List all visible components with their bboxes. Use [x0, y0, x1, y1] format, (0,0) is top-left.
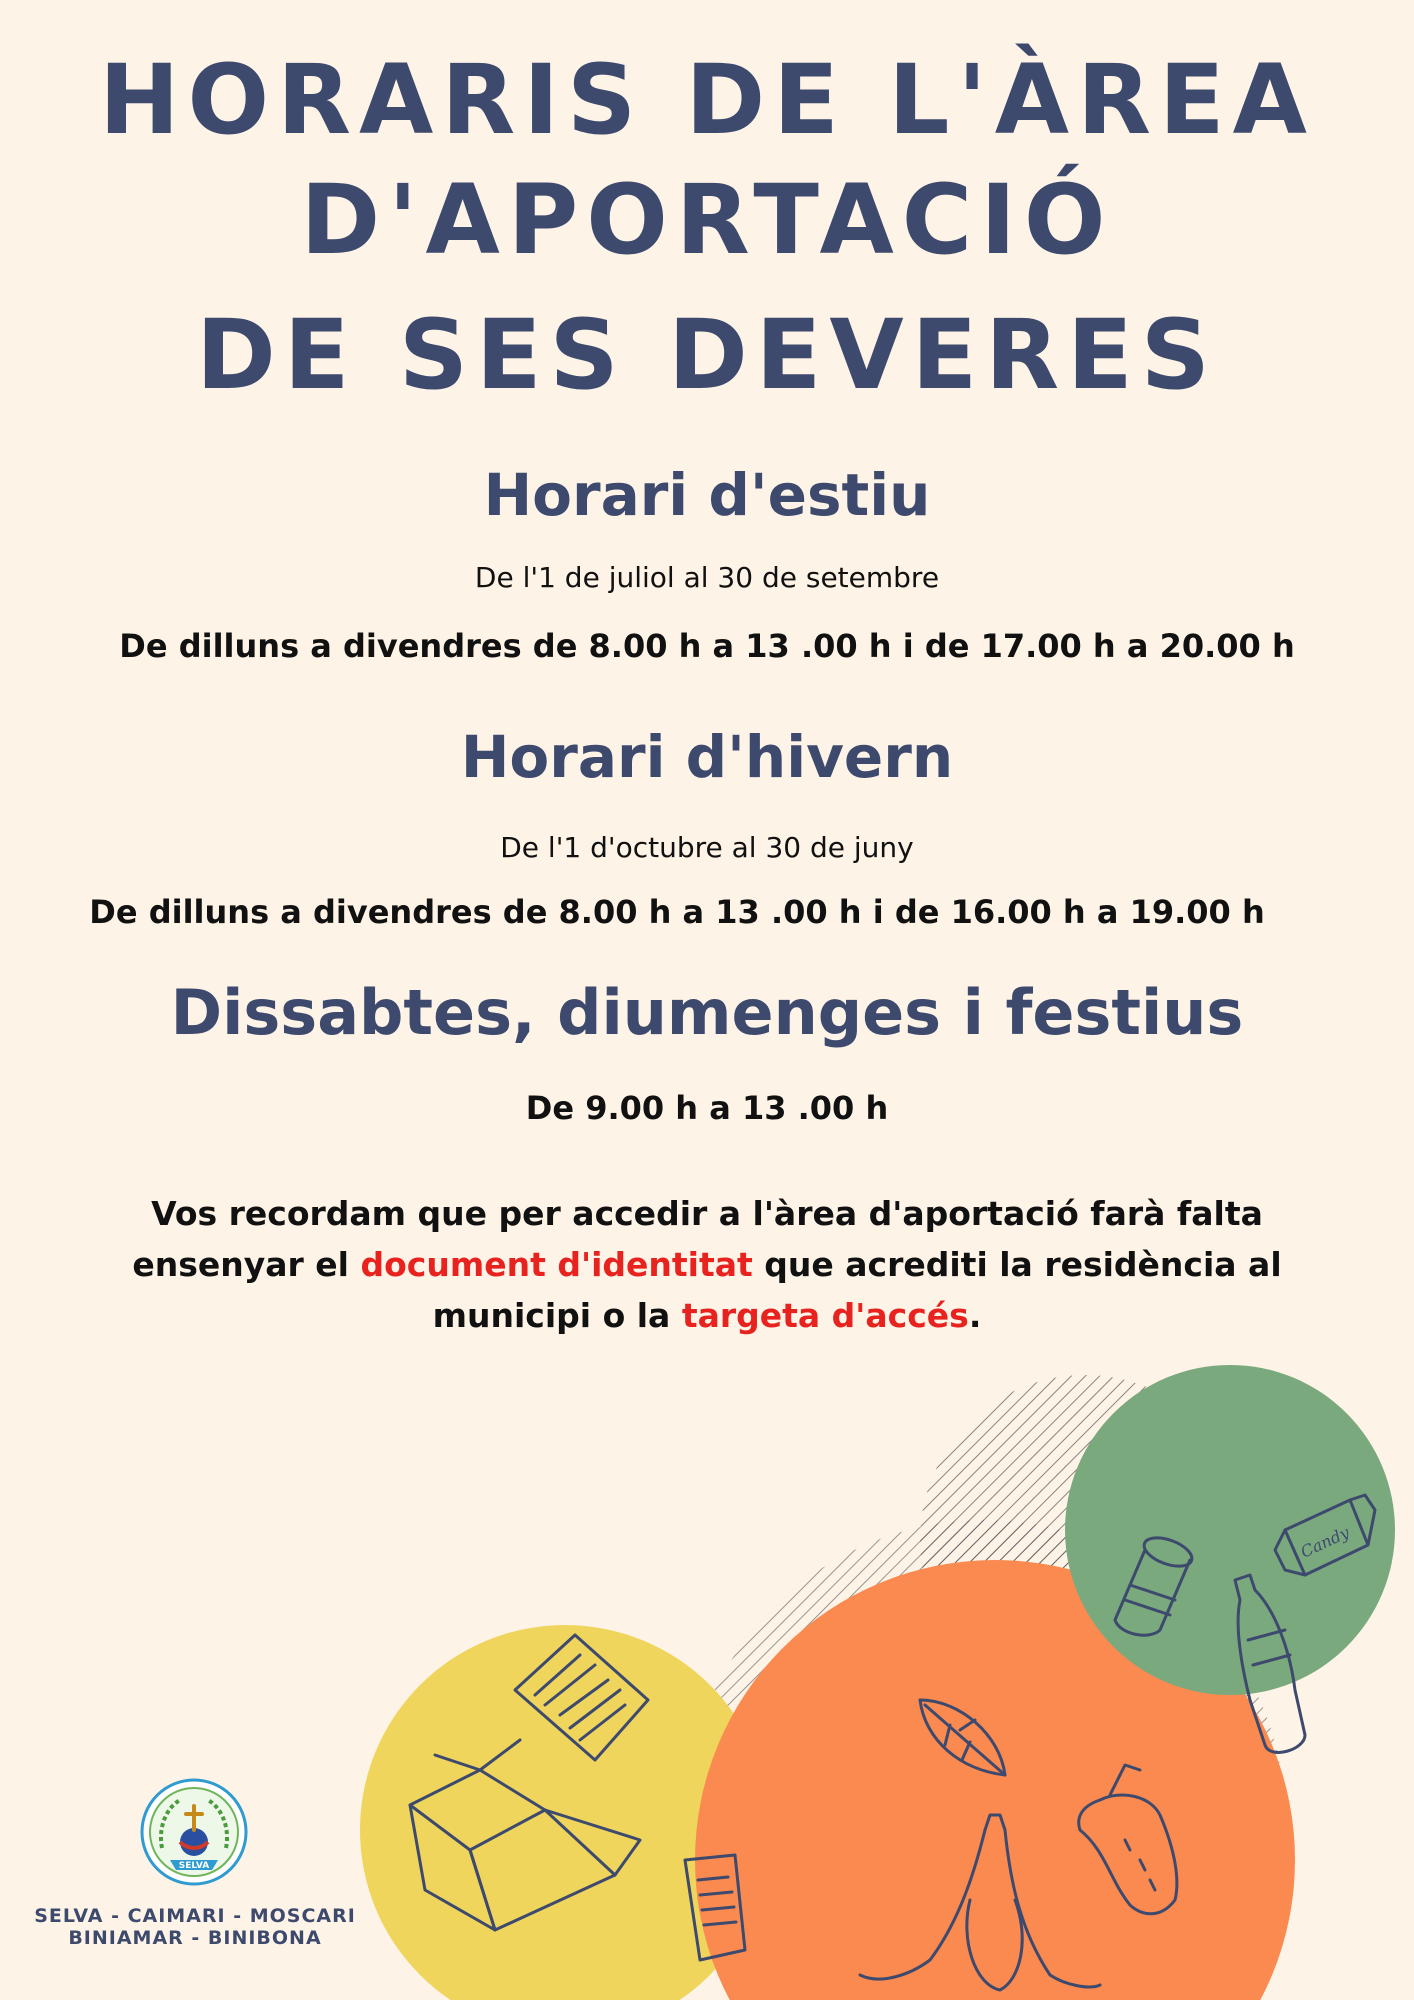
notice-highlight-card: targeta d'accés: [681, 1296, 969, 1335]
summer-period: De l'1 de juliol al 30 de setembre: [474, 561, 940, 594]
selva-logo: [140, 1778, 248, 1886]
footer-towns-line-2: BINIAMAR - BINIBONA: [68, 1927, 322, 1949]
weekend-hours: De 9.00 h a 13 .00 h: [525, 1089, 889, 1127]
winter-hours: De dilluns a divendres de 8.00 h a 13 .00 h i de 16.00 h a 19.00 h: [89, 893, 1265, 931]
title-line-3: DE SES DEVERES: [196, 299, 1218, 411]
logo-text: SELVA: [178, 1861, 210, 1871]
notice-text-3: .: [968, 1296, 982, 1335]
winter-period: De l'1 d'octubre al 30 de juny: [500, 831, 914, 864]
summer-heading: Horari d'estiu: [483, 461, 931, 529]
notice-text-2: que acrediti la residència al municipi o la: [432, 1245, 1282, 1335]
title-line-2: D'APORTACIÓ: [300, 164, 1114, 276]
notice-highlight-id: document d'identitat: [360, 1245, 753, 1284]
weekend-heading: Dissabtes, diumenges i festius: [170, 976, 1244, 1049]
candy-label: Candy: [1297, 1522, 1353, 1562]
summer-hours: De dilluns a divendres de 8.00 h a 13 .00 h i de 17.00 h a 20.00 h: [119, 627, 1295, 665]
footer-towns-line-1: SELVA - CAIMARI - MOSCARI: [34, 1905, 356, 1927]
title-line-1: HORARIS DE L'ÀREA: [99, 44, 1315, 156]
notice-text-1: Vos recordam que per accedir a l'àrea d'aportació farà falta ensenyar el: [132, 1194, 1263, 1284]
winter-heading: Horari d'hivern: [460, 723, 954, 791]
